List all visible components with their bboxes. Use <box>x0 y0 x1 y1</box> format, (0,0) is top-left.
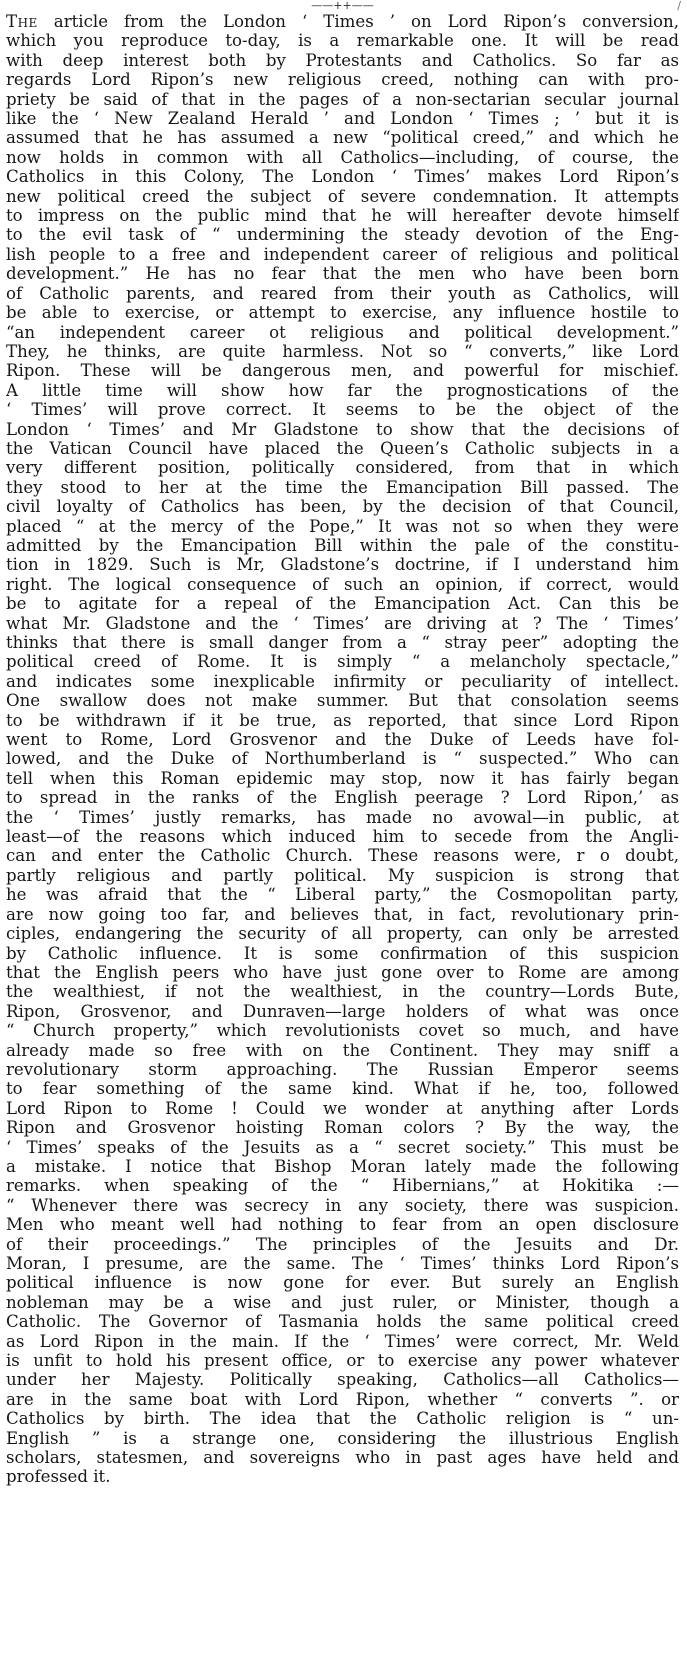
article-line: least—of the reasons which induced him to secede from the Angli- <box>6 827 679 847</box>
article-line: partly religious and partly political. My suspicion is strong that <box>6 865 679 885</box>
article-line: of their proceedings.” The principles of the Jesuits and Dr. <box>6 1234 679 1254</box>
article-line: they stood to her at the time the Emancipation Bill passed. The <box>6 477 679 497</box>
article-line: “ Whenever there was secrecy in any society, there was suspicion. <box>6 1195 679 1215</box>
article-line: be able to exercise, or attempt to exercise, any influence hostile to <box>6 303 679 323</box>
article-line: under her Majesty. Politically speaking, Catholics—all Catholics— <box>6 1370 679 1390</box>
article-line: of Catholic parents, and reared from their youth as Catholics, will <box>6 283 679 303</box>
article-line: new political creed the subject of severe condemnation. It attempts <box>6 186 679 206</box>
article-line: Ripon, Grosvenor, and Dunraven—large holders of what was once <box>6 1001 679 1021</box>
article-line: Catholics by birth. The idea that the Catholic religion is “ un- <box>6 1409 679 1429</box>
article-line: London ‘ Times’ and Mr Gladstone to show that the decisions of <box>6 419 679 439</box>
article-line: Catholics in this Colony, The London ‘ Times’ makes Lord Ripon’s <box>6 167 679 187</box>
article-line: the ‘ Times’ justly remarks, has made no avowal—in public, at <box>6 807 679 827</box>
article-line: that the English peers who have just gone over to Rome are among <box>6 962 679 982</box>
article-line: ciples, endangering the security of all property, can only be arrested <box>6 924 679 944</box>
article-line: Lord Ripon to Rome ! Could we wonder at anything after Lords <box>6 1098 679 1118</box>
article-line: lowed, and the Duke of Northumberland is “ suspected.” Who can <box>6 749 679 769</box>
article-line: lish people to a free and independent career of religious and political <box>6 244 679 264</box>
article-line: “ Church property,” which revolutionists covet so much, and have <box>6 1021 679 1041</box>
article-line: ‘ Times’ speaks of the Jesuits as a “ secret society.” This must be <box>6 1137 679 1157</box>
article-line: like the ‘ New Zealand Herald ’ and London ‘ Times ; ’ but it is <box>6 109 679 129</box>
article-line: revolutionary storm approaching. The Russian Emperor seems <box>6 1059 679 1079</box>
article-line: the wealthiest, if not the wealthiest, in the country—Lords Bute, <box>6 982 679 1002</box>
article-line: English ” is a strange one, considering the illustrious English <box>6 1428 679 1448</box>
article-line: can and enter the Catholic Church. These reasons were, r o doubt, <box>6 846 679 866</box>
article-line: a mistake. I notice that Bishop Moran lately made the following <box>6 1156 679 1176</box>
article-line: are in the same boat with Lord Ripon, whether “ converts ”. or <box>6 1389 679 1409</box>
article-line: to the evil task of “ undermining the steady devotion of the Eng- <box>6 225 679 245</box>
article-line: priety be said of that in the pages of a non-sectarian secular journal <box>6 89 679 109</box>
article-line: tion in 1829. Such is Mr, Gladstone’s doctrine, if I understand him <box>6 555 679 575</box>
article-line: thinks that there is small danger from a “ stray peer” adopting the <box>6 633 679 652</box>
article-line: by Catholic influence. It is some confirmation of this suspicion <box>6 943 679 963</box>
article-line: are now going too far, and believes that, in fact, revolutionary prin- <box>6 904 679 924</box>
article-line: ‘ Times’ will prove correct. It seems to be the object of the <box>6 400 679 420</box>
article-line: “an independent career ot religious and political development.” <box>6 322 679 342</box>
article-line: Moran, I presume, are the same. The ‘ Times’ thinks Lord Ripon’s <box>6 1254 679 1273</box>
article-line: regards Lord Ripon’s new religious creed, nothing can with pro- <box>6 70 679 90</box>
article-line: which you reproduce to-day, is a remarkable one. It will be read <box>6 31 679 51</box>
article-body <box>6 12 679 1487</box>
article-line: professed it. <box>6 1467 111 1487</box>
article-line: political influence is now gone for ever. But surely an English <box>6 1273 679 1293</box>
article-line: went to Rome, Lord Grosvenor and the Duke of Leeds have fol- <box>6 730 679 750</box>
article-line: civil loyalty of Catholics has been, by the decision of that Council, <box>6 497 679 517</box>
article-line: now holds in common with all Catholics—including, of course, the <box>6 147 679 167</box>
article-line: already made so free with on the Continent. They may sniff a <box>6 1040 679 1060</box>
article-line: right. The logical consequence of such an opinion, if correct, would <box>6 574 679 594</box>
article-line: Ripon and Grosvenor hoisting Roman colors ? By the way, the <box>6 1118 679 1138</box>
article-line: nobleman may be a wise and just ruler, or Minister, though a <box>6 1292 679 1312</box>
article-line: scholars, statesmen, and sovereigns who in past ages have held and <box>6 1448 679 1468</box>
article-line: to be withdrawn if it be true, as reported, that since Lord Ripon <box>6 710 679 730</box>
article-line: One swallow does not make summer. But that consolation seems <box>6 691 679 711</box>
article-line: Catholic. The Governor of Tasmania holds the same political creed <box>6 1312 679 1332</box>
article-line: remarks. when speaking of the “ Hibernians,” at Hokitika :— <box>6 1176 679 1196</box>
article-line: what Mr. Gladstone and the ‘ Times’ are driving at ? The ‘ Times’ <box>6 613 679 633</box>
article-line: to fear something of the same kind. What if he, too, followed <box>6 1079 679 1099</box>
article-line: tell when this Roman epidemic may stop, now it has fairly began <box>6 768 679 788</box>
article-line: the Vatican Council have placed the Queen’s Catholic subjects in a <box>6 438 679 458</box>
article-line: assumed that he has assumed a new “political creed,” and which he <box>6 128 679 148</box>
article-line: development.” He has no fear that the men who have been born <box>6 264 679 284</box>
article-line: to impress on the public mind that he will hereafter devote himself <box>6 206 679 226</box>
article-line: is unfit to hold his present office, or to exercise any power whatever <box>6 1351 679 1371</box>
article-line <box>6 12 679 31</box>
lead-word: The <box>6 12 38 31</box>
corner-mark: / <box>677 0 681 12</box>
article-line: They, he thinks, are quite harmless. Not so “ converts,” like Lord <box>6 341 679 361</box>
rule-ornament: ——++—— <box>311 0 374 12</box>
article-line: political creed of Rome. It is simply “ a melancholy spectacle,” <box>6 652 679 672</box>
article-line: he was afraid that the “ Liberal party,” the Cosmopolitan party, <box>6 885 679 905</box>
article-line: as Lord Ripon in the main. If the ‘ Times’ were correct, Mr. Weld <box>6 1331 679 1351</box>
article-line: with deep interest both by Protestants and Catholics. So far as <box>6 50 679 70</box>
article-line: admitted by the Emancipation Bill within the pale of the constitu- <box>6 535 679 555</box>
article-line: A little time will show how far the prognostications of the <box>6 380 679 400</box>
article-line: Ripon. These will be dangerous men, and powerful for mischief. <box>6 361 679 381</box>
article-line: placed “ at the mercy of the Pope,” It was not so when they were <box>6 516 679 536</box>
article-line: be to agitate for a repeal of the Emancipation Act. Can this be <box>6 594 679 614</box>
article-line: very different position, politically considered, from that in which <box>6 458 679 478</box>
article-line: and indicates some inexplicable infirmity or peculiarity of intellect. <box>6 671 679 691</box>
article-line: to spread in the ranks of the English peerage ? Lord Ripon,’ as <box>6 788 679 808</box>
article-line-text: article from the London ‘ Times ’ on Lord Ripon’s conversion, <box>37 12 679 31</box>
article-line: Men who meant well had nothing to fear from an open disclosure <box>6 1215 679 1235</box>
